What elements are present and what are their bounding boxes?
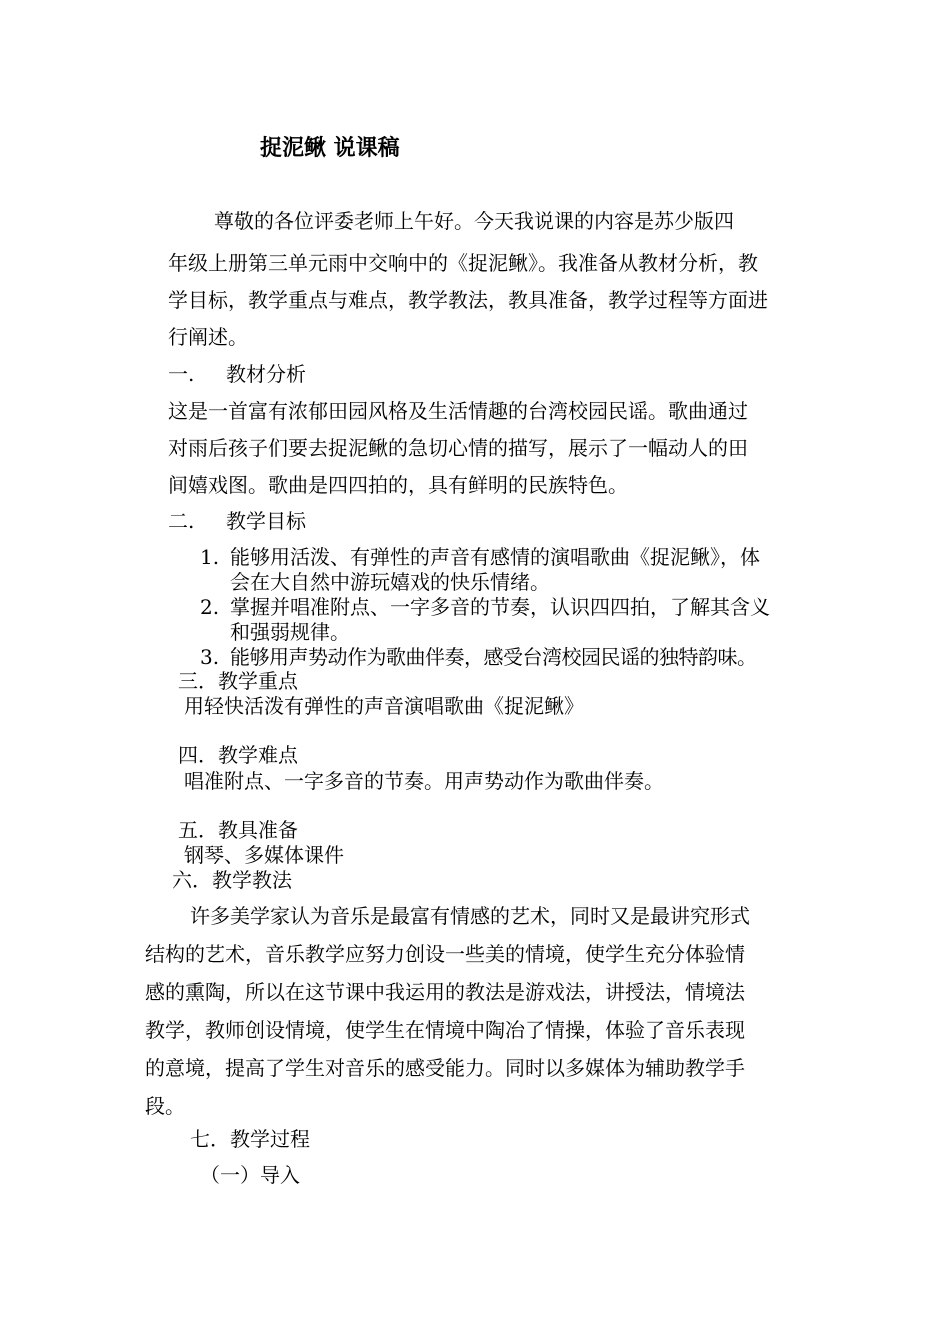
section-7-subheading: （一）导入 [200,1163,300,1187]
section-5-text: 钢琴、多媒体课件 [184,843,344,867]
section-1-line: 这是一首富有浓郁田园风格及生活情趣的台湾校园民谣。歌曲通过 [168,399,748,423]
intro-line: 尊敬的各位评委老师上午好。今天我说课的内容是苏少版四 [214,209,734,233]
section-6-line: 结构的艺术，音乐教学应努力创设一些美的情境，使学生充分体验情 [145,942,745,966]
goal-number: 2. [200,595,220,619]
section-3-text: 用轻快活泼有弹性的声音演唱歌曲《捉泥鳅》 [184,694,584,718]
section-5-heading: 五．教具准备 [178,818,298,842]
section-7-heading: 七．教学过程 [190,1127,310,1151]
section-6-line: 感的熏陶，所以在这节课中我运用的教法是游戏法，讲授法，情境法 [145,980,745,1004]
section-4-heading: 四．教学难点 [178,743,298,767]
section-6-line: 的意境，提高了学生对音乐的感受能力。同时以多媒体为辅助教学手 [145,1056,745,1080]
section-6-heading: 六．教学教法 [172,868,292,892]
section-6-line: 段。 [145,1094,185,1118]
goal-text: 掌握并唱准附点、一字多音的节奏，认识四四拍，了解其含义 [230,595,770,619]
section-2-number: 二. [168,509,195,533]
section-4-text: 唱准附点、一字多音的节奏。用声势动作为歌曲伴奏。 [184,769,664,793]
goal-number: 1. [200,545,220,569]
goal-text: 能够用活泼、有弹性的声音有感情的演唱歌曲《捉泥鳅》，体 [230,545,760,569]
section-6-line: 许多美学家认为音乐是最富有情感的艺术，同时又是最讲究形式 [190,904,750,928]
section-1-line: 对雨后孩子们要去捉泥鳅的急切心情的描写，展示了一幅动人的田 [168,436,748,460]
section-1-heading: 教材分析 [226,362,306,386]
section-6-line: 教学，教师创设情境，使学生在情境中陶冶了情操，体验了音乐表现 [145,1018,745,1042]
intro-line: 年级上册第三单元雨中交响中的《捉泥鳅》。我准备从教材分析，教 [168,251,758,275]
goal-text: 能够用声势动作为歌曲伴奏，感受台湾校园民谣的独特韵味。 [230,645,757,669]
intro-line: 行阐述。 [168,325,248,349]
goal-text: 和强弱规律。 [230,620,350,644]
section-2-heading: 教学目标 [226,509,306,533]
section-1-line: 间嬉戏图。歌曲是四四拍的，具有鲜明的民族特色。 [168,473,628,497]
intro-line: 学目标，教学重点与难点，教学教法，教具准备，教学过程等方面进 [168,288,768,312]
goal-number: 3. [200,645,220,669]
page-title: 捉泥鳅 说课稿 [260,136,400,161]
section-1-number: 一. [168,362,195,386]
section-3-heading: 三．教学重点 [178,669,298,693]
goal-text: 会在大自然中游玩嬉戏的快乐情绪。 [230,570,550,594]
